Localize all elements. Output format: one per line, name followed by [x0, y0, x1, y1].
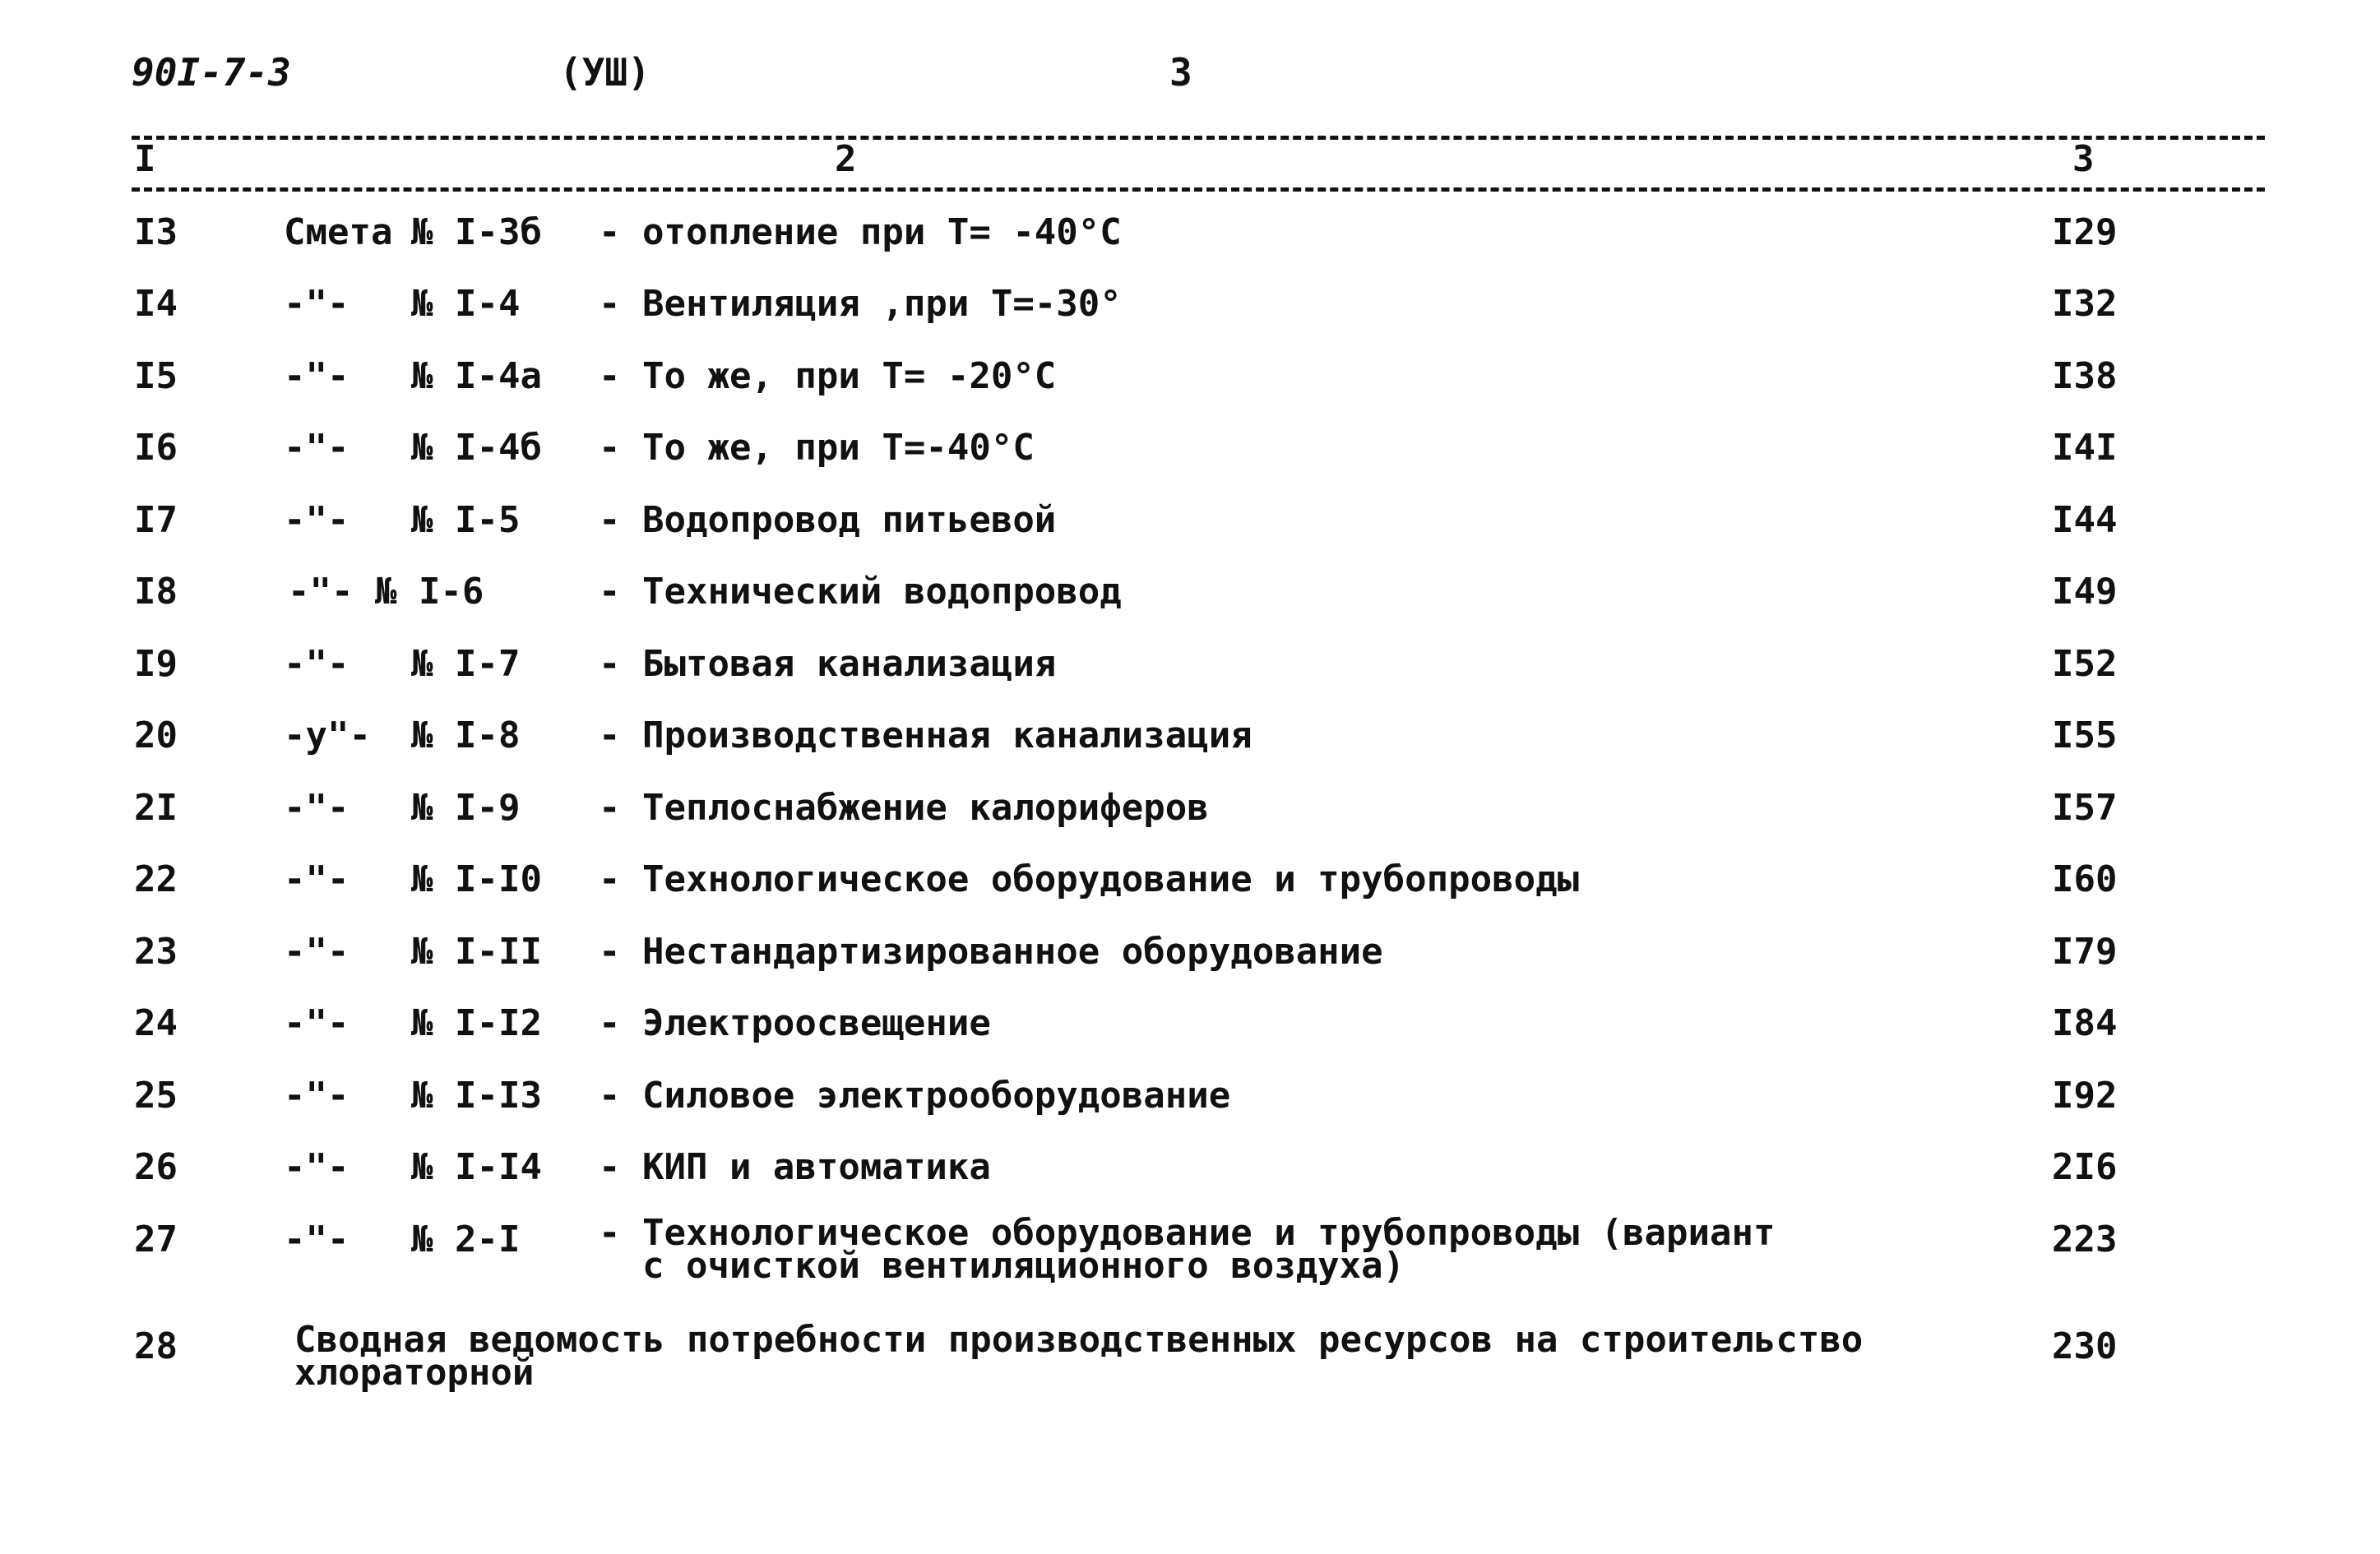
- estimate-type: -"-: [284, 283, 350, 325]
- row-page: I57: [2052, 787, 2118, 829]
- estimate-type: -"-: [284, 355, 350, 397]
- estimate-type: -"-: [284, 1146, 350, 1188]
- row-number: 22: [134, 858, 178, 900]
- row-number: I9: [134, 643, 178, 685]
- row-number: I3: [134, 211, 178, 253]
- estimate-code: № 2-I: [411, 1219, 521, 1260]
- row-number: 20: [134, 715, 178, 756]
- row-description: - Водопровод питьевой: [599, 499, 1057, 541]
- table-row: [0, 425, 2380, 491]
- row-page: 223: [2052, 1219, 2118, 1260]
- row-description: - Технический водопровод: [599, 571, 1122, 613]
- estimate-type: -"-: [284, 499, 350, 541]
- table-row: [0, 713, 2380, 779]
- table-row: [0, 1319, 2380, 1394]
- row-description: - Нестандартизированное оборудование: [599, 931, 1383, 973]
- row-page: I55: [2052, 715, 2118, 756]
- table-row: [0, 1145, 2380, 1210]
- estimate-code: № I-4б: [411, 427, 542, 469]
- table-rule-header: [132, 187, 2265, 192]
- table-rule-top: [132, 136, 2265, 140]
- estimate-code: № I-I3: [411, 1075, 542, 1117]
- document-section: (УШ): [559, 50, 651, 95]
- row-number: I8: [134, 571, 178, 613]
- row-number: 25: [134, 1075, 178, 1117]
- row-number: I6: [134, 427, 178, 469]
- row-description: - Силовое электрооборудование: [599, 1075, 1231, 1117]
- estimate-type: -"-: [284, 1002, 350, 1044]
- estimate-code: № I-I0: [411, 858, 542, 900]
- estimate-type: -"-: [284, 1075, 350, 1117]
- row-page: I32: [2052, 283, 2118, 325]
- table-row: [0, 497, 2380, 563]
- row-description: - То же, при Т=-40°С: [599, 427, 1035, 469]
- row-page: I49: [2052, 571, 2118, 613]
- row-description: - Производственная канализация: [599, 715, 1253, 756]
- estimate-code: № I-4а: [411, 355, 542, 397]
- row-number: I7: [134, 499, 178, 541]
- row-description: - Вентиляция ,при Т=-30°: [599, 283, 1122, 325]
- estimate-type: -"-: [284, 787, 350, 829]
- estimate-type: Смета: [284, 211, 393, 253]
- row-page: I79: [2052, 931, 2118, 973]
- estimate-type: -"-: [284, 427, 350, 469]
- estimate-code: № I-I4: [411, 1146, 542, 1188]
- row-description: - отопление при Т= -40°С: [599, 211, 1122, 253]
- row-description: - Технологическое оборудование и трубопроводы: [599, 858, 1580, 900]
- estimate-type: -"- № I-6: [288, 571, 484, 613]
- row-page: 230: [2052, 1325, 2118, 1367]
- row-page: I60: [2052, 858, 2118, 900]
- row-description: - Технологическое оборудование и трубопроводы (вариант с очисткой вентиляционного воздуха): [599, 1212, 1776, 1287]
- row-description: - Теплоснабжение калориферов: [599, 787, 1209, 829]
- row-page: I84: [2052, 1002, 2118, 1044]
- table-row: [0, 354, 2380, 419]
- estimate-type: -"-: [284, 931, 350, 973]
- row-number: 27: [134, 1219, 178, 1260]
- row-number: 2I: [134, 787, 178, 829]
- row-number: I4: [134, 283, 178, 325]
- estimate-code: № I-II: [411, 931, 542, 973]
- estimate-type: -"-: [284, 1219, 350, 1260]
- table-row: [0, 1073, 2380, 1139]
- column-header-2: 2: [835, 138, 857, 180]
- table-row: [0, 569, 2380, 635]
- row-number: 23: [134, 931, 178, 973]
- row-number: 26: [134, 1146, 178, 1188]
- table-row: [0, 1001, 2380, 1066]
- table-row: [0, 785, 2380, 851]
- estimate-type: -"-: [284, 858, 350, 900]
- estimate-code: № I-I2: [411, 1002, 542, 1044]
- row-description: - Бытовая канализация: [599, 643, 1057, 685]
- estimate-code: № I-9: [411, 787, 521, 829]
- estimate-type: -"-: [284, 643, 350, 685]
- estimate-code: № I-7: [411, 643, 521, 685]
- column-header-1: I: [134, 138, 156, 180]
- row-page: I92: [2052, 1075, 2118, 1117]
- row-description: - То же, при Т= -20°С: [599, 355, 1057, 397]
- row-page: I29: [2052, 211, 2118, 253]
- document-code: 90I-7-3: [132, 50, 291, 95]
- estimate-code: № I-8: [411, 715, 521, 756]
- row-page: 2I6: [2052, 1146, 2118, 1188]
- row-page: I44: [2052, 499, 2118, 541]
- estimate-code: № I-3б: [411, 211, 542, 253]
- row-description: - КИП и автоматика: [599, 1146, 991, 1188]
- table-row: [0, 857, 2380, 923]
- column-header-3: 3: [2072, 138, 2095, 180]
- row-number: 24: [134, 1002, 178, 1044]
- row-page: I4I: [2052, 427, 2118, 469]
- table-row: [0, 281, 2380, 347]
- row-number: 28: [134, 1325, 178, 1367]
- row-number: I5: [134, 355, 178, 397]
- row-description: Сводная ведомость потребности производственных ресурсов на строительство хлораторной: [294, 1319, 1864, 1394]
- estimate-code: № I-5: [411, 499, 521, 541]
- row-page: I52: [2052, 643, 2118, 685]
- row-description: - Электроосвещение: [599, 1002, 991, 1044]
- estimate-code: № I-4: [411, 283, 521, 325]
- table-row: [0, 641, 2380, 707]
- row-page: I38: [2052, 355, 2118, 397]
- table-row: [0, 1212, 2380, 1287]
- table-row: [0, 929, 2380, 995]
- table-row: [0, 210, 2380, 275]
- estimate-type: -у"-: [284, 715, 371, 756]
- page-number: 3: [1169, 50, 1192, 95]
